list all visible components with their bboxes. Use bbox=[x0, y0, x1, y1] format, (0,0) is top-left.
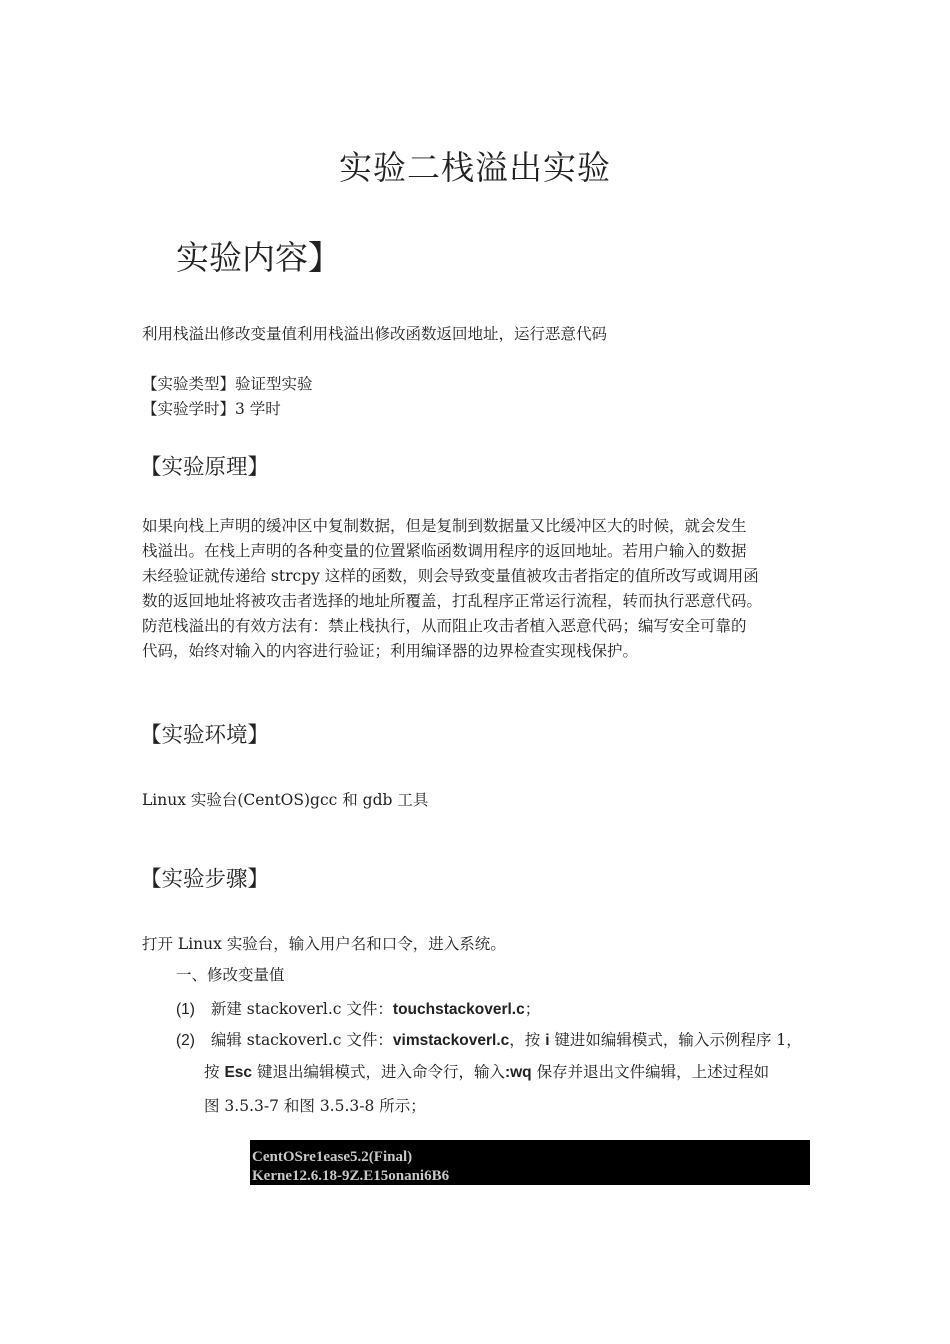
subsection-modify-variable: 一、修改变量值 bbox=[176, 966, 285, 984]
step-text: ； bbox=[524, 1000, 541, 1018]
steps-intro: 打开 Linux 实验台，输入用户名和口令，进入系统。 bbox=[142, 935, 506, 953]
step-key: i bbox=[545, 1032, 550, 1049]
principle-line: 数的返回地址将被攻击者选择的地址所覆盖，打乱程序正常运行流程，转而执行恶意代码。 bbox=[142, 592, 763, 610]
step-1 bbox=[176, 997, 540, 1019]
step-command: vimstackoverl.c bbox=[392, 1032, 510, 1049]
step-number: (1) bbox=[176, 1001, 195, 1018]
step-text: 保存并退出文件编辑，上述过程如 bbox=[531, 1063, 770, 1081]
terminal-line: Kerne12.6.18-9Z.E15onani6B6 bbox=[252, 1168, 450, 1184]
step-text: 按 bbox=[204, 1063, 225, 1081]
step-text: ，按 bbox=[509, 1031, 546, 1049]
env-heading: 【实验环境】 bbox=[140, 723, 270, 748]
content-heading: 实验内容】 bbox=[176, 238, 341, 277]
principle-line: 代码，始终对输入的内容进行验证；利用编译器的边界检查实现栈保护。 bbox=[142, 642, 639, 660]
step-2-line-2 bbox=[204, 1060, 769, 1082]
step-text: 编辑 stackoverl.c 文件： bbox=[210, 1031, 393, 1049]
steps-heading: 【实验步骤】 bbox=[140, 867, 270, 892]
principle-heading: 【实验原理】 bbox=[140, 455, 270, 480]
type-line: 【实验类型】验证型实验 bbox=[142, 375, 313, 393]
step-text: 键退出编辑模式，进入命令行，输入 bbox=[252, 1063, 505, 1081]
step-key: Esc bbox=[224, 1064, 253, 1081]
hours-line: 【实验学时】3 学时 bbox=[142, 400, 281, 418]
principle-line: 栈溢出。在栈上声明的各种变量的位置紧临函数调用程序的返回地址。若用户输入的数据 bbox=[142, 542, 747, 560]
step-2 bbox=[176, 1028, 802, 1050]
principle-paragraph bbox=[142, 514, 822, 664]
step-2-line-3: 图 3.5.3-7 和图 3.5.3-8 所示； bbox=[204, 1097, 426, 1115]
principle-line: 未经验证就传递给 strcpy 这样的函数，则会导致变量值被攻击者指定的值所改写或调用函 bbox=[142, 567, 759, 585]
principle-line: 如果向栈上声明的缓冲区中复制数据，但是复制到数据量又比缓冲区大的时候，就会发生 bbox=[142, 517, 747, 535]
step-number: (2) bbox=[176, 1032, 195, 1049]
content-text: 利用栈溢出修改变量值利用栈溢出修改函数返回地址，运行恶意代码 bbox=[142, 325, 608, 343]
step-command: touchstackoverl.c bbox=[392, 1001, 525, 1018]
principle-line: 防范栈溢出的有效方法有：禁止栈执行，从而阻止攻击者植入恶意代码；编写安全可靠的 bbox=[142, 617, 747, 635]
terminal-line: CentOSre1ease5.2(Final) bbox=[252, 1149, 413, 1165]
env-text: Linux 实验台(CentOS)gcc 和 gdb 工具 bbox=[142, 791, 429, 809]
step-command: :wq bbox=[504, 1064, 532, 1081]
document-title: 实验二栈溢出实验 bbox=[339, 148, 611, 187]
terminal-screenshot bbox=[250, 1140, 810, 1185]
step-text: 新建 stackoverl.c 文件： bbox=[210, 1000, 393, 1018]
step-text: 键进如编辑模式，输入示例程序 1， bbox=[549, 1031, 802, 1049]
